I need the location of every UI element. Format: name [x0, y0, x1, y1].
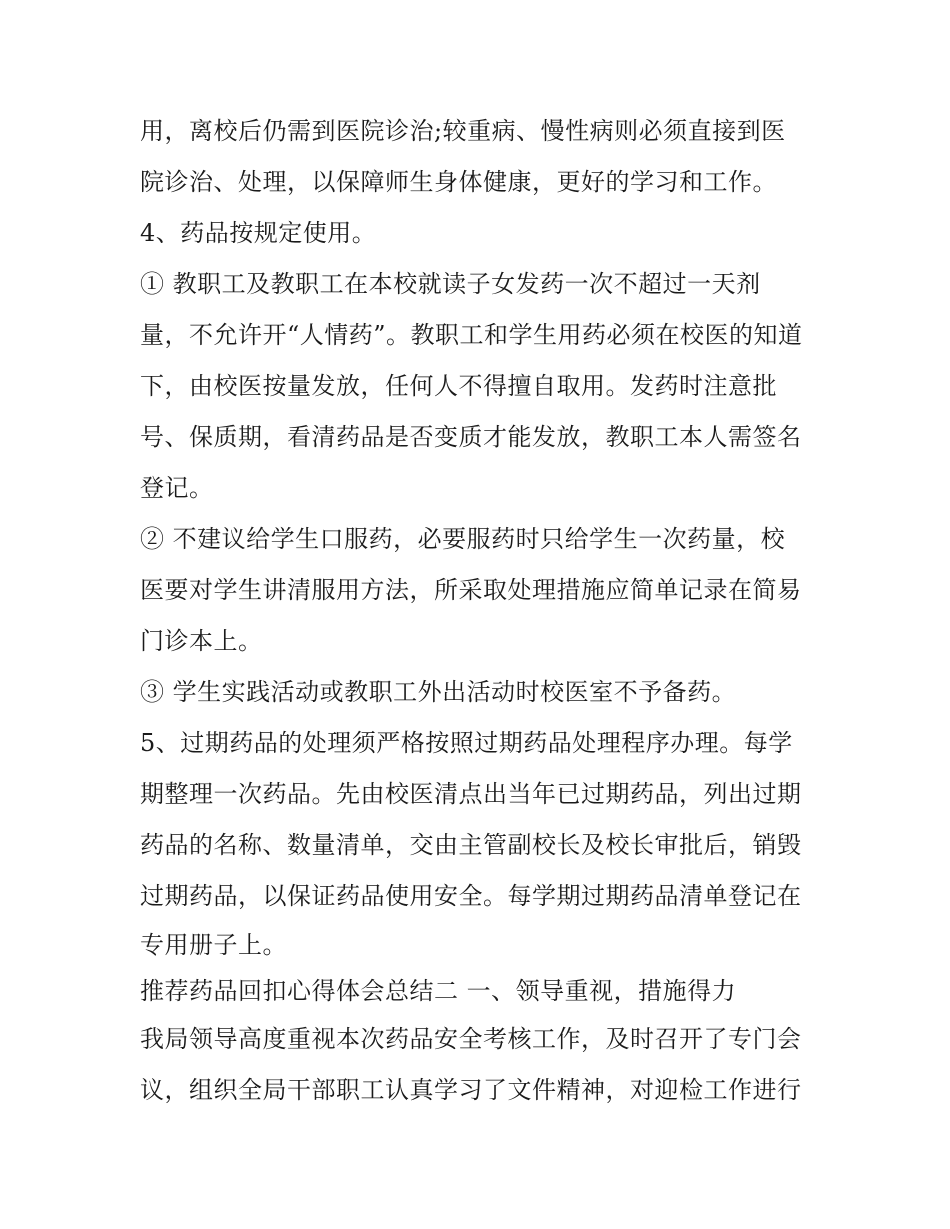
text-line: 药品的名称、数量清单，交由主管副校长及校长审批后，销毁 [140, 831, 802, 859]
text-line: 院诊治、处理，以保障师生身体健康，更好的学习和工作。 [140, 168, 777, 196]
text-line: 议，组织全局干部职工认真学习了文件精神，对迎检工作进行 [140, 1076, 802, 1104]
text-line: 门诊本上。 [140, 627, 263, 655]
text-line: 下，由校医按量发放，任何人不得擅自取用。发药时注意批 [140, 372, 777, 400]
section-heading: 推荐药品回扣心得体会总结二 一、领导重视，措施得力 [140, 977, 737, 1005]
text-line: 专用册子上。 [140, 931, 287, 959]
text-line: ③ 学生实践活动或教职工外出活动时校医室不予备药。 [140, 678, 737, 706]
text-line: 过期药品，以保证药品使用安全。每学期过期药品清单登记在 [140, 882, 802, 910]
text-line: 用，离校后仍需到医院诊治;较重病、慢性病则必须直接到医 [140, 117, 786, 145]
text-line: 我局领导高度重视本次药品安全考核工作，及时召开了专门会 [140, 1025, 802, 1053]
text-line: 号、保质期，看清药品是否变质才能发放，教职工本人需签名 [140, 423, 802, 451]
text-line: ② 不建议给学生口服药，必要服药时只给学生一次药量，校 [140, 525, 786, 553]
text-line: 5、过期药品的处理须严格按照过期药品处理程序办理。每学 [140, 729, 793, 757]
text-line: 期整理一次药品。先由校医清点出当年已过期药品，列出过期 [140, 780, 802, 808]
text-line: 4、药品按规定使用。 [140, 219, 377, 247]
text-line: ① 教职工及教职工在本校就读子女发药一次不超过一天剂 [140, 270, 761, 298]
document-body [140, 106, 820, 1116]
text-line: 登记。 [140, 474, 214, 502]
text-line: 量，不允许开“人情药”。教职工和学生用药必须在校医的知道 [140, 321, 803, 349]
text-line: 医要对学生讲清服用方法，所采取处理措施应简单记录在简易 [140, 576, 802, 604]
